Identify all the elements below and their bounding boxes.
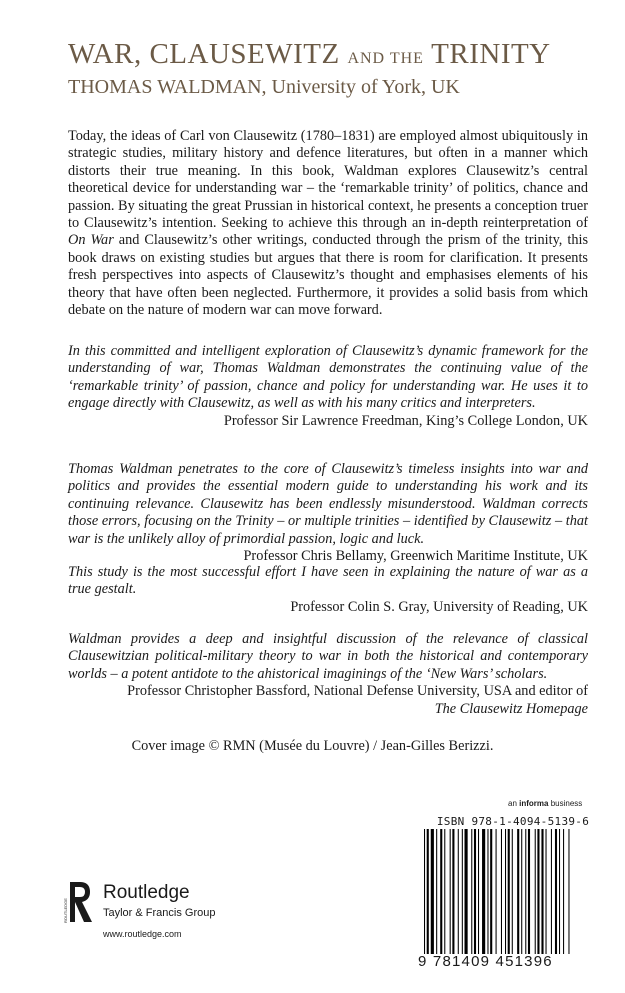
barcode-bar [462, 829, 463, 954]
informa-brand: informa [519, 799, 549, 808]
barcode-bar [444, 829, 445, 954]
barcode-bar [508, 829, 510, 954]
title-part-2: AND THE [347, 50, 424, 67]
barcode-bar [555, 829, 557, 954]
barcode-bar [478, 829, 479, 954]
barcode-bar [541, 829, 543, 954]
blurb-text-1: Today, the ideas of Carl von Clausewitz (1780–1831) are employed almost ubiquitously in strategic studies, military history and defence literatures, but often in a manner which distorts their true meaning. In this book, Waldman explores Clausewitz’s central theoretical device for understanding war – the ‘remarkable trinity’ of politics, chance and passion. By situating the great Prussian in historical context, he presents a conception truer to Clausewitz’s intention. Seeking to achieve this through an in-depth reinterpretation of [68, 128, 588, 232]
review-attribution: Professor Colin S. Gray, University of Reading, UK [290, 598, 588, 615]
review-attribution: Professor Sir Lawrence Freedman, King’s College London, UK [223, 412, 588, 429]
barcode-bar [525, 829, 526, 954]
barcode-bar [512, 829, 513, 954]
barcode-bar [568, 829, 569, 954]
barcode-bar [563, 829, 564, 954]
barcode-bar [528, 829, 530, 954]
review-attribution: Professor Chris Bellamy, Greenwich Maritime Institute, UK [243, 548, 588, 565]
barcode-bar [424, 829, 425, 954]
barcode [424, 829, 602, 954]
review-attribution: Professor Christopher Bassford, National Defense University, USA and editor of [127, 683, 588, 700]
blurb-em-title: On War [68, 232, 114, 249]
author-line: THOMAS WALDMAN, University of York, UK [68, 76, 460, 98]
barcode-bar [546, 829, 547, 954]
homepage-title: The Clausewitz Homepage [434, 700, 588, 717]
book-description [68, 128, 588, 319]
review-3 [68, 564, 588, 616]
review-2 [68, 461, 588, 565]
review-attribution-title [68, 701, 588, 718]
logo-vertical-text: ROUTLEDGE [63, 898, 68, 923]
review-4 [68, 631, 588, 718]
barcode-bar [458, 829, 459, 954]
barcode-bar [535, 829, 536, 954]
barcode-bar [537, 829, 539, 954]
book-title [68, 38, 551, 71]
barcode-bar [465, 829, 468, 954]
barcode-bar [471, 829, 472, 954]
informa-suffix: business [550, 799, 583, 808]
barcode-bar [551, 829, 552, 954]
informa-prefix: an [508, 799, 517, 808]
barcode-bar [427, 829, 429, 954]
title-part-3: TRINITY [431, 38, 551, 70]
routledge-logo-icon [63, 880, 94, 924]
barcode-bar [482, 829, 485, 954]
barcode-bar [496, 829, 497, 954]
publisher-url: www.routledge.com [103, 929, 182, 939]
barcode-bar [517, 829, 519, 954]
review-quote: This study is the most successful effort I have seen in explaining the nature of war as a true gestalt. [68, 564, 588, 598]
barcode-bar [431, 829, 434, 954]
cover-credit: Cover image © RMN (Musée du Louvre) / Jean-Gilles Berizzi. [131, 738, 494, 754]
barcode-bar [436, 829, 437, 954]
barcode-digits: 9 781409 451396 [418, 953, 553, 970]
review-quote: In this committed and intelligent exploration of Clausewitz’s dynamic framework for the understanding of war, Thomas Waldman demonstrates the continuing value of the ‘remarkable trinity’ of passion, chance and policy for understanding war. He uses it to engage directly with Clausewitz, as well as with his many critics and interpreters. [68, 343, 588, 412]
isbn-label: ISBN 978-1-4094-5139-6 [436, 815, 590, 828]
title-part-1: WAR, CLAUSEWITZ [68, 38, 340, 70]
review-quote: Waldman provides a deep and insightful discussion of the relevance of classical Clausewitzian political-military theory to war in both the historical and contemporary worlds – a potent antidote to the ahistorical imaginings of the ‘New Wars’ scholars. [68, 631, 588, 682]
informa-tagline [508, 799, 582, 808]
publisher-name: Routledge [103, 882, 190, 903]
barcode-bar [559, 829, 560, 954]
barcode-bar [450, 829, 451, 954]
review-1 [68, 343, 588, 430]
blurb-text-2: and Clausewitz’s other writings, conducted through the prism of the trinity, this book draws on existing studies but argues that there is room for clarification. It presents fresh perspectives into aspects of Clausewitz’s thought and emphasises elements of his theory that have often been neglected. Furthermore, it provides a solid basis from which debate on the nature of modern war can move forward. [68, 232, 589, 319]
barcode-bar [440, 829, 442, 954]
review-quote: Thomas Waldman penetrates to the core of Clausewitz’s timeless insights into war and politics and provides the essential modern guide to understanding his work and its continuing relevance. Clausewitz has been endlessly misunderstood. Waldman corrects those errors, focusing on the Trinity – or multiple trinities – identified by Clausewitz – that war is the unlikely alloy of primordial passion, logic and luck. [68, 461, 588, 547]
barcode-bar [501, 829, 502, 954]
barcode-bar [521, 829, 522, 954]
barcode-bar [487, 829, 488, 954]
barcode-bar [490, 829, 492, 954]
barcode-bar [452, 829, 454, 954]
barcode-bar [505, 829, 506, 954]
publisher-group: Taylor & Francis Group [103, 907, 216, 919]
barcode-bar [474, 829, 476, 954]
